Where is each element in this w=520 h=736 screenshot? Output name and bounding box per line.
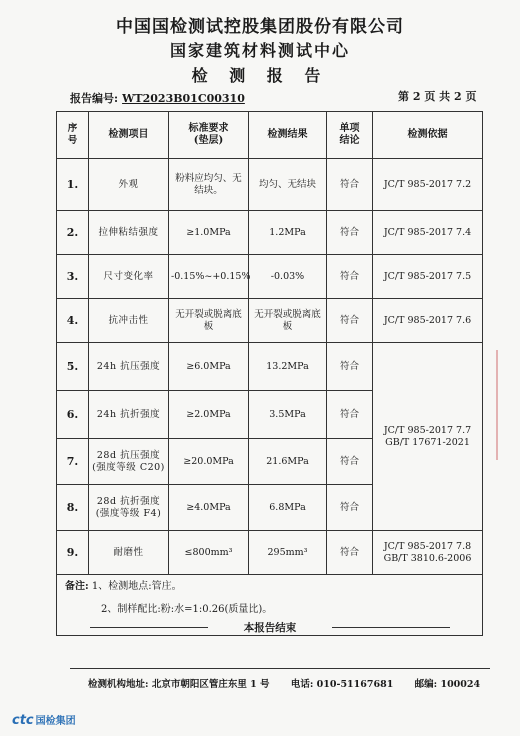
row-conclusion: 符合 bbox=[327, 299, 373, 343]
row-conclusion: 符合 bbox=[327, 211, 373, 255]
row-item: 24h 抗压强度 bbox=[89, 343, 169, 391]
footer-postcode: 邮编: 100024 bbox=[414, 679, 481, 690]
table-row bbox=[57, 343, 483, 391]
report-title: 检 测 报 告 bbox=[191, 66, 329, 85]
row-requirement: -0.15%~+0.15% bbox=[169, 255, 249, 299]
row-item: 24h 抗折强度 bbox=[89, 391, 169, 439]
page-indicator: 第 2 页 共 2 页 bbox=[398, 90, 477, 103]
row-no: 2. bbox=[57, 211, 89, 255]
table-row bbox=[57, 159, 483, 211]
row-result: 21.6MPa bbox=[249, 439, 327, 485]
header-conclusion: 单项 结论 bbox=[327, 112, 373, 159]
org-name-line2: 国家建筑材料测试中心 bbox=[169, 41, 350, 60]
row-requirement: ≥6.0MPa bbox=[169, 343, 249, 391]
row-requirement: ≥2.0MPa bbox=[169, 391, 249, 439]
row-requirement: ≥4.0MPa bbox=[169, 485, 249, 531]
note-1: 1、检测地点:管庄。 bbox=[91, 581, 182, 592]
row-item-line1: 28d 抗折强度 bbox=[96, 495, 161, 507]
footer-phone: 电话: 010-51167681 bbox=[290, 679, 394, 690]
footer-divider bbox=[70, 668, 490, 669]
note-2: 2、制样配比:粉:水=1:0.26(质量比)。 bbox=[101, 603, 273, 615]
report-number bbox=[70, 90, 245, 106]
row-item-line2: (强度等级 F4) bbox=[95, 507, 162, 519]
header-no: 序 号 bbox=[57, 112, 89, 159]
row-item: 尺寸变化率 bbox=[89, 255, 169, 299]
row-basis: JC/T 985-2017 7.4 bbox=[373, 211, 483, 255]
row-result: -0.03% bbox=[249, 255, 327, 299]
row-result: 1.2MPa bbox=[249, 211, 327, 255]
header-item: 检测项目 bbox=[89, 112, 169, 159]
row-conclusion: 符合 bbox=[327, 485, 373, 531]
row-no: 9. bbox=[57, 531, 89, 575]
footer bbox=[88, 676, 498, 690]
row-no: 8. bbox=[57, 485, 89, 531]
merged-basis-line1: JC/T 985-2017 7.7 bbox=[383, 424, 472, 436]
row-basis-line2: GB/T 3810.6-2006 bbox=[383, 552, 472, 564]
logo-text: 国检集团 bbox=[35, 716, 76, 727]
row-item-line2: (强度等级 C20) bbox=[92, 461, 165, 473]
row-conclusion: 符合 bbox=[327, 343, 373, 391]
row-item-line1: 28d 抗压强度 bbox=[96, 449, 161, 461]
row-basis: JC/T 985-2017 7.2 bbox=[373, 159, 483, 211]
row-basis: JC/T 985-2017 7.5 bbox=[373, 255, 483, 299]
row-result: 295mm³ bbox=[249, 531, 327, 575]
row-item: 外观 bbox=[89, 159, 169, 211]
row-no: 5. bbox=[57, 343, 89, 391]
row-requirement: ≥1.0MPa bbox=[169, 211, 249, 255]
row-basis-line1: JC/T 985-2017 7.8 bbox=[383, 540, 472, 552]
notes-label: 备注: bbox=[65, 581, 89, 592]
end-of-report: 本报告结束 bbox=[90, 620, 450, 635]
org-name-line1: 中国国检测试控股集团股份有限公司 bbox=[116, 17, 404, 37]
table-row bbox=[57, 531, 483, 575]
row-conclusion: 符合 bbox=[327, 159, 373, 211]
row-no: 3. bbox=[57, 255, 89, 299]
ctc-logo bbox=[12, 712, 76, 728]
row-result: 6.8MPa bbox=[249, 485, 327, 531]
row-conclusion: 符合 bbox=[327, 439, 373, 485]
merged-basis bbox=[373, 343, 483, 531]
row-no: 7. bbox=[57, 439, 89, 485]
row-requirement: 粉料应均匀、无结块。 bbox=[169, 159, 249, 211]
table-header-row bbox=[57, 112, 483, 159]
row-no: 1. bbox=[57, 159, 89, 211]
table-row bbox=[57, 299, 483, 343]
row-item bbox=[89, 439, 169, 485]
row-result: 3.5MPa bbox=[249, 391, 327, 439]
row-result: 均匀、无结块 bbox=[249, 159, 327, 211]
seal-stamp-edge-icon bbox=[496, 350, 518, 460]
table-row bbox=[57, 255, 483, 299]
report-number-value: WT2023B01C00310 bbox=[122, 92, 245, 105]
merged-basis-line2: GB/T 17671-2021 bbox=[385, 436, 470, 448]
row-no: 4. bbox=[57, 299, 89, 343]
footer-address: 检测机构地址: 北京市朝阳区管庄东里 1 号 bbox=[88, 679, 270, 690]
row-requirement: ≤800mm³ bbox=[169, 531, 249, 575]
row-basis: JC/T 985-2017 7.6 bbox=[373, 299, 483, 343]
row-conclusion: 符合 bbox=[327, 531, 373, 575]
report-number-label: 报告编号: bbox=[70, 92, 119, 105]
row-requirement: ≥20.0MPa bbox=[169, 439, 249, 485]
table-row bbox=[57, 211, 483, 255]
row-item: 抗冲击性 bbox=[89, 299, 169, 343]
header-result: 检测结果 bbox=[249, 112, 327, 159]
row-result: 无开裂或脱离底板 bbox=[249, 299, 327, 343]
row-item bbox=[89, 485, 169, 531]
row-item: 拉伸粘结强度 bbox=[89, 211, 169, 255]
row-result: 13.2MPa bbox=[249, 343, 327, 391]
row-item: 耐磨性 bbox=[89, 531, 169, 575]
header-requirement: 标准要求 (垫层) bbox=[169, 112, 249, 159]
results-table bbox=[56, 111, 483, 636]
logo-mark-icon: ctc bbox=[12, 713, 34, 728]
header-basis: 检测依据 bbox=[373, 112, 483, 159]
row-basis bbox=[373, 531, 483, 575]
row-conclusion: 符合 bbox=[327, 391, 373, 439]
row-conclusion: 符合 bbox=[327, 255, 373, 299]
row-no: 6. bbox=[57, 391, 89, 439]
row-requirement: 无开裂或脱离底板 bbox=[169, 299, 249, 343]
